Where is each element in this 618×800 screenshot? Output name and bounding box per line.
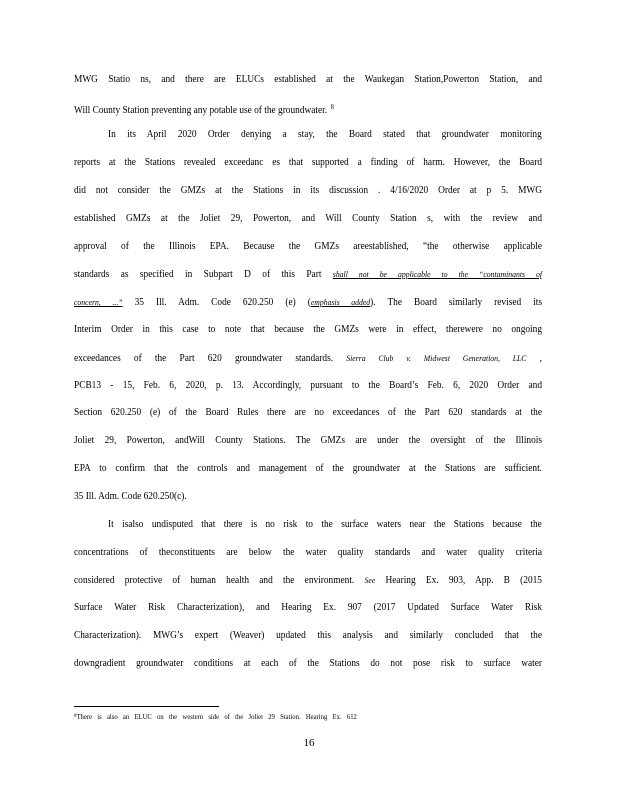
footnote-divider [74, 706, 219, 707]
emphasis-added: emphasis added [310, 297, 371, 307]
emphasized-quote: concern, ...” [74, 297, 123, 307]
text-span: Will County Station preventing any potable use of the groundwater. [74, 105, 328, 116]
text-line [74, 101, 542, 116]
case-citation: Sierra Club v. Midwest Generation, LLC [346, 353, 527, 363]
text-line: 35 Ill. Adm. Code 620.250(c). [74, 491, 187, 502]
text-line: downgradient groundwater conditions at each of the Stations do not pose risk to surface water [74, 658, 542, 669]
text-line: concentrations of theconstituents are below the water quality standards and water quality criteria [74, 547, 542, 558]
text-line: established GMZs at the Joliet 29, Powerton, and Will County Station s, with the review and [74, 213, 542, 224]
text-span: Hearing Ex. 903, App. B (2015 [385, 575, 542, 586]
text-span: ). The Board similarly revised its [370, 297, 543, 308]
page-number: 16 [303, 737, 315, 749]
text-span: 35 Ill. Adm. Code 620.250 (e) ( [134, 297, 311, 308]
text-line: It isalso undisputed that there is no risk to the surface waters near the Stations because the [108, 519, 542, 530]
emphasized-quote: shall not be applicable to the “contaminants of [332, 269, 542, 279]
text-line [74, 574, 542, 586]
text-line [74, 268, 542, 280]
footnote [74, 712, 357, 721]
text-line: Section 620.250 (e) of the Board Rules there are no exceedances of the Part 620 standards at the [74, 407, 542, 418]
text-line: In its April 2020 Order denying a stay, the Board stated that groundwater monitoring [108, 129, 542, 140]
text-line: Characterization). MWG’s expert (Weaver) updated this analysis and similarly concluded that the [74, 630, 542, 641]
text-line: EPA to confirm that the controls and management of the groundwater at the Stations are sufficient. [74, 463, 542, 474]
text-span: , [539, 353, 542, 364]
text-line: Interim Order in this case to note that because the GMZs were in effect, therewere no ongoing [74, 324, 542, 335]
footnote-number: 8 [74, 713, 77, 719]
text-line [74, 296, 542, 308]
text-span: standards as specified in Subpart D of this Part [74, 269, 322, 280]
text-line: MWG Statio ns, and there are ELUCs established at the Waukegan Station,Powerton Station, and [74, 74, 542, 85]
text-line: PCB13 - 15, Feb. 6, 2020, p. 13. Accordingly, pursuant to the Board’s Feb. 6, 2020 Order and [74, 380, 542, 391]
text-line: Surface Water Risk Characterization), and Hearing Ex. 907 (2017 Updated Surface Water Risk [74, 602, 542, 613]
footnote-reference[interactable]: 8 [330, 103, 334, 111]
text-line [74, 352, 542, 364]
text-line: approval of the Illinois EPA. Because the GMZs areestablished, “the otherwise applicable [74, 241, 542, 252]
text-span: considered protective of human health and the environment. [74, 575, 355, 586]
text-span: exceedances of the Part 620 groundwater standards. [74, 353, 334, 364]
see-signal: See [364, 575, 376, 585]
text-line: reports at the Stations revealed exceedanc es that supported a finding of harm. However, the Board [74, 157, 542, 168]
text-line: did not consider the GMZs at the Stations in its discussion . 4/16/2020 Order at p 5. MWG [74, 185, 542, 196]
footnote-text: There is also an ELUC on the western side of the Joliet 29 Station. Hearing Ex. 612 [76, 712, 357, 721]
text-line: Joliet 29, Powerton, andWill County Stations. The GMZs are under the oversight of the Illinois [74, 435, 542, 446]
